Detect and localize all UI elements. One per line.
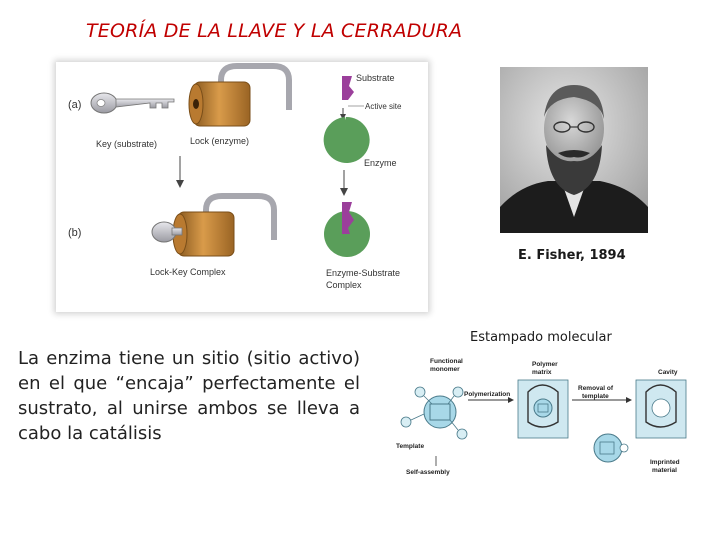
arrow-down-icon bbox=[176, 156, 184, 188]
lock-label: Lock (enzyme) bbox=[190, 136, 250, 146]
es-complex-label-1: Enzyme-Substrate bbox=[326, 268, 401, 278]
imprinted-material-label-2: material bbox=[652, 467, 677, 474]
active-site-label: Active site bbox=[365, 102, 402, 111]
functional-monomer-label-2: monomer bbox=[430, 366, 460, 373]
label-b: (b) bbox=[68, 227, 82, 239]
released-template-icon bbox=[594, 434, 628, 462]
key-label: Key (substrate) bbox=[96, 139, 158, 149]
removal-template-label-2: template bbox=[582, 393, 609, 400]
molecular-imprinting-diagram bbox=[392, 352, 692, 484]
polymer-matrix-label-2: matrix bbox=[532, 369, 552, 376]
imprinted-material-label-1: Imprinted bbox=[650, 459, 680, 466]
self-assembly-label: Self-assembly bbox=[406, 469, 450, 476]
polymer-matrix-label-1: Polymer bbox=[532, 361, 558, 368]
polymerization-label: Polymerization bbox=[464, 391, 511, 398]
monomer-template-icon bbox=[401, 387, 467, 439]
portrait-caption: E. Fisher, 1894 bbox=[518, 248, 626, 263]
molecular-caption: Estampado molecular bbox=[470, 330, 612, 345]
lock-key-complex-icon bbox=[152, 196, 274, 256]
lock-key-figure bbox=[56, 62, 428, 312]
label-a: (a) bbox=[68, 99, 82, 111]
substrate-label: Substrate bbox=[356, 73, 395, 83]
lock-key-complex-label: Lock-Key Complex bbox=[150, 267, 226, 277]
functional-monomer-label-1: Functional bbox=[430, 358, 463, 365]
imprinted-material-icon bbox=[636, 380, 686, 438]
arrow-down-icon bbox=[340, 170, 348, 196]
substrate-icon bbox=[342, 76, 354, 100]
es-complex-label-2: Complex bbox=[326, 280, 362, 290]
slide-title: TEORÍA DE LA LLAVE Y LA CERRADURA bbox=[86, 20, 463, 42]
template-label: Template bbox=[396, 443, 425, 450]
fisher-portrait bbox=[500, 67, 648, 233]
enzyme-label: Enzyme bbox=[364, 158, 397, 168]
body-text: La enzima tiene un sitio (sitio activo) en el que “encaja” perfectamente el sustrato, al unirse ambos se lleva a cabo la catálisis bbox=[18, 348, 360, 444]
lock-icon bbox=[189, 66, 289, 126]
enzyme-substrate-complex-icon bbox=[324, 202, 370, 257]
cavity-label: Cavity bbox=[658, 369, 678, 376]
enzyme-icon bbox=[324, 117, 370, 163]
removal-template-label-1: Removal of bbox=[578, 385, 614, 392]
key-icon bbox=[91, 93, 174, 113]
polymer-matrix-icon bbox=[518, 380, 568, 438]
